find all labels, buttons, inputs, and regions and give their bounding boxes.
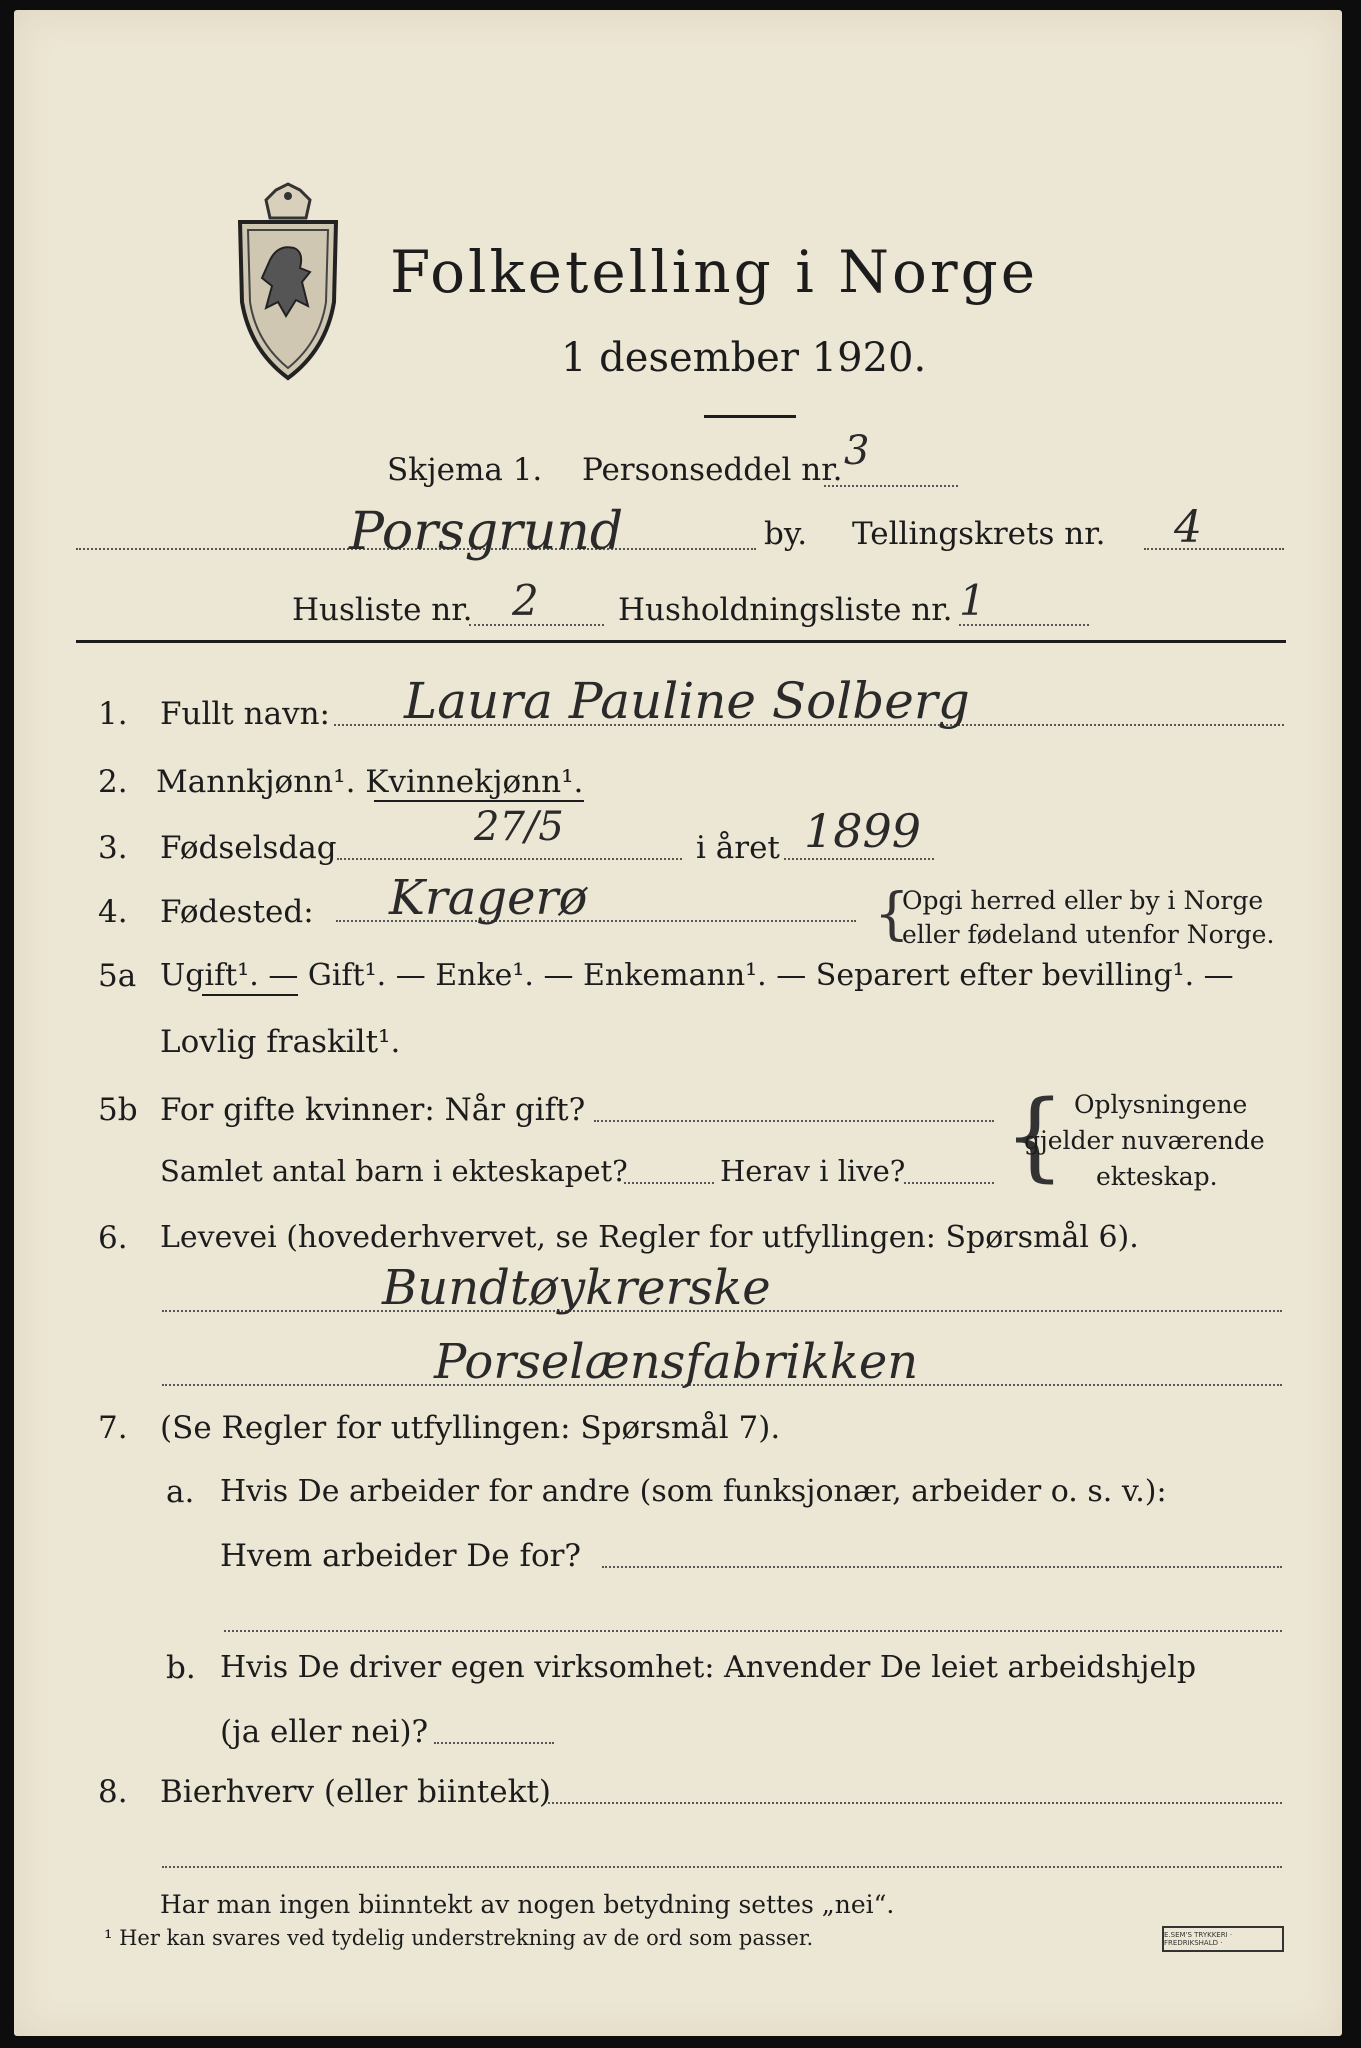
q4-number: 4. xyxy=(98,894,128,930)
q7a-employer-line xyxy=(602,1566,1282,1568)
tellingskrets-value: 4 xyxy=(1174,502,1202,553)
q7b-line-2: (ja eller nei)? xyxy=(220,1714,429,1750)
q4-note-2: eller fødeland utenfor Norge. xyxy=(902,920,1275,949)
q3-value: 27/5 xyxy=(474,804,564,850)
q7b-answer-line xyxy=(434,1742,554,1744)
q8-line xyxy=(548,1802,1282,1804)
printer-text: E.SEM'S TRYKKERI · FREDRIKSHALD · xyxy=(1164,1931,1233,1947)
q5b-children-line xyxy=(624,1182,714,1184)
q5b-line-2a: Samlet antal barn i ekteskapet? xyxy=(160,1154,628,1188)
census-form-page xyxy=(14,10,1342,2036)
q2-underline xyxy=(374,800,584,802)
q5a-underline xyxy=(202,994,298,996)
q7a-line-1: Hvis De arbeider for andre (som funksjonær, arbeider o. s. v.): xyxy=(220,1474,1167,1509)
q7-number: 7. xyxy=(98,1410,128,1446)
q1-label: Fullt navn: xyxy=(160,696,330,732)
census-date: 1 desember 1920. xyxy=(561,335,927,381)
by-label: by. xyxy=(764,516,808,552)
husliste-value: 2 xyxy=(512,576,539,625)
footer-note: Har man ingen biinntekt av nogen betydning settes „nei“. xyxy=(160,1890,895,1919)
q8-number: 8. xyxy=(98,1774,128,1810)
skjema-label: Skjema 1. xyxy=(387,452,543,488)
q5b-note-1: Oplysningene xyxy=(1074,1090,1248,1119)
q1-value: Laura Pauline Solberg xyxy=(404,672,970,730)
q7a-number: a. xyxy=(166,1474,195,1510)
q4-label: Fødested: xyxy=(160,894,314,930)
title-divider xyxy=(704,415,796,418)
q5a-line-1: Ugift¹. — Gift¹. — Enke¹. — Enkemann¹. — Separert efter bevilling¹. — xyxy=(160,958,1234,993)
q7b-line-1: Hvis De driver egen virksomhet: Anvender De leiet arbeidshjelp xyxy=(220,1650,1197,1685)
q5b-line-2b: Herav i live? xyxy=(720,1154,906,1188)
q5b-alive-line xyxy=(904,1182,994,1184)
q4-value: Kragerø xyxy=(389,870,588,926)
q3-year-label: i året xyxy=(696,830,780,866)
tellingskrets-label: Tellingskrets nr. xyxy=(852,516,1106,552)
q8-label: Bierhverv (eller biintekt) xyxy=(160,1774,551,1810)
q2-label: Mannkjønn¹. Kvinnekjønn¹. xyxy=(156,764,584,800)
q5b-note-2: gjelder nuværende xyxy=(1024,1126,1265,1155)
header-divider xyxy=(76,640,1286,643)
page-title: Folketelling i Norge xyxy=(390,238,1039,306)
personseddel-value: 3 xyxy=(844,428,870,474)
q6-number: 6. xyxy=(98,1220,128,1256)
q5a-line-2: Lovlig fraskilt¹. xyxy=(160,1024,401,1060)
city-value: Porsgrund xyxy=(349,502,624,562)
personseddel-line xyxy=(824,485,958,487)
q6-value-1: Bundtøykrerske xyxy=(382,1260,771,1316)
q7-label: (Se Regler for utfyllingen: Spørsmål 7). xyxy=(160,1410,781,1446)
q6-label: Levevei (hovederhvervet, se Regler for utfyllingen: Spørsmål 6). xyxy=(160,1220,1139,1255)
q3-year-line xyxy=(784,858,934,860)
q5b-note-3: ekteskap. xyxy=(1096,1162,1218,1191)
q5b-number: 5b xyxy=(98,1092,138,1128)
q5a-number: 5a xyxy=(98,958,137,994)
husholdning-value: 1 xyxy=(959,576,986,625)
q1-number: 1. xyxy=(98,696,128,732)
q3-year-value: 1899 xyxy=(804,804,922,858)
q7a-line-2: Hvem arbeider De for? xyxy=(220,1538,582,1574)
personseddel-label: Personseddel nr. xyxy=(582,452,843,488)
q5b-married-line xyxy=(594,1120,994,1122)
q3-label: Fødselsdag xyxy=(160,830,337,866)
q2-number: 2. xyxy=(98,764,128,800)
q4-note-1: Opgi herred eller by i Norge xyxy=(902,886,1264,915)
q7b-number: b. xyxy=(166,1650,196,1686)
q6-value-2: Porselænsfabrikken xyxy=(434,1334,919,1390)
q3-line xyxy=(337,858,682,860)
q3-number: 3. xyxy=(98,830,128,866)
q5b-line-1: For gifte kvinner: Når gift? xyxy=(160,1092,586,1128)
tellingskrets-line xyxy=(1144,548,1284,550)
husholdning-label: Husholdningsliste nr. xyxy=(618,592,953,628)
printer-stamp xyxy=(1162,1926,1284,1952)
q4-brace: { xyxy=(874,882,910,947)
q8-extra-line xyxy=(162,1866,1282,1868)
coat-of-arms-icon xyxy=(226,182,350,382)
footnote: ¹ Her kan svares ved tydelig understrekning av de ord som passer. xyxy=(104,1926,814,1950)
q7a-extra-line xyxy=(224,1630,1282,1632)
husliste-label: Husliste nr. xyxy=(292,592,473,628)
q5b-brace: { xyxy=(1004,1080,1066,1192)
